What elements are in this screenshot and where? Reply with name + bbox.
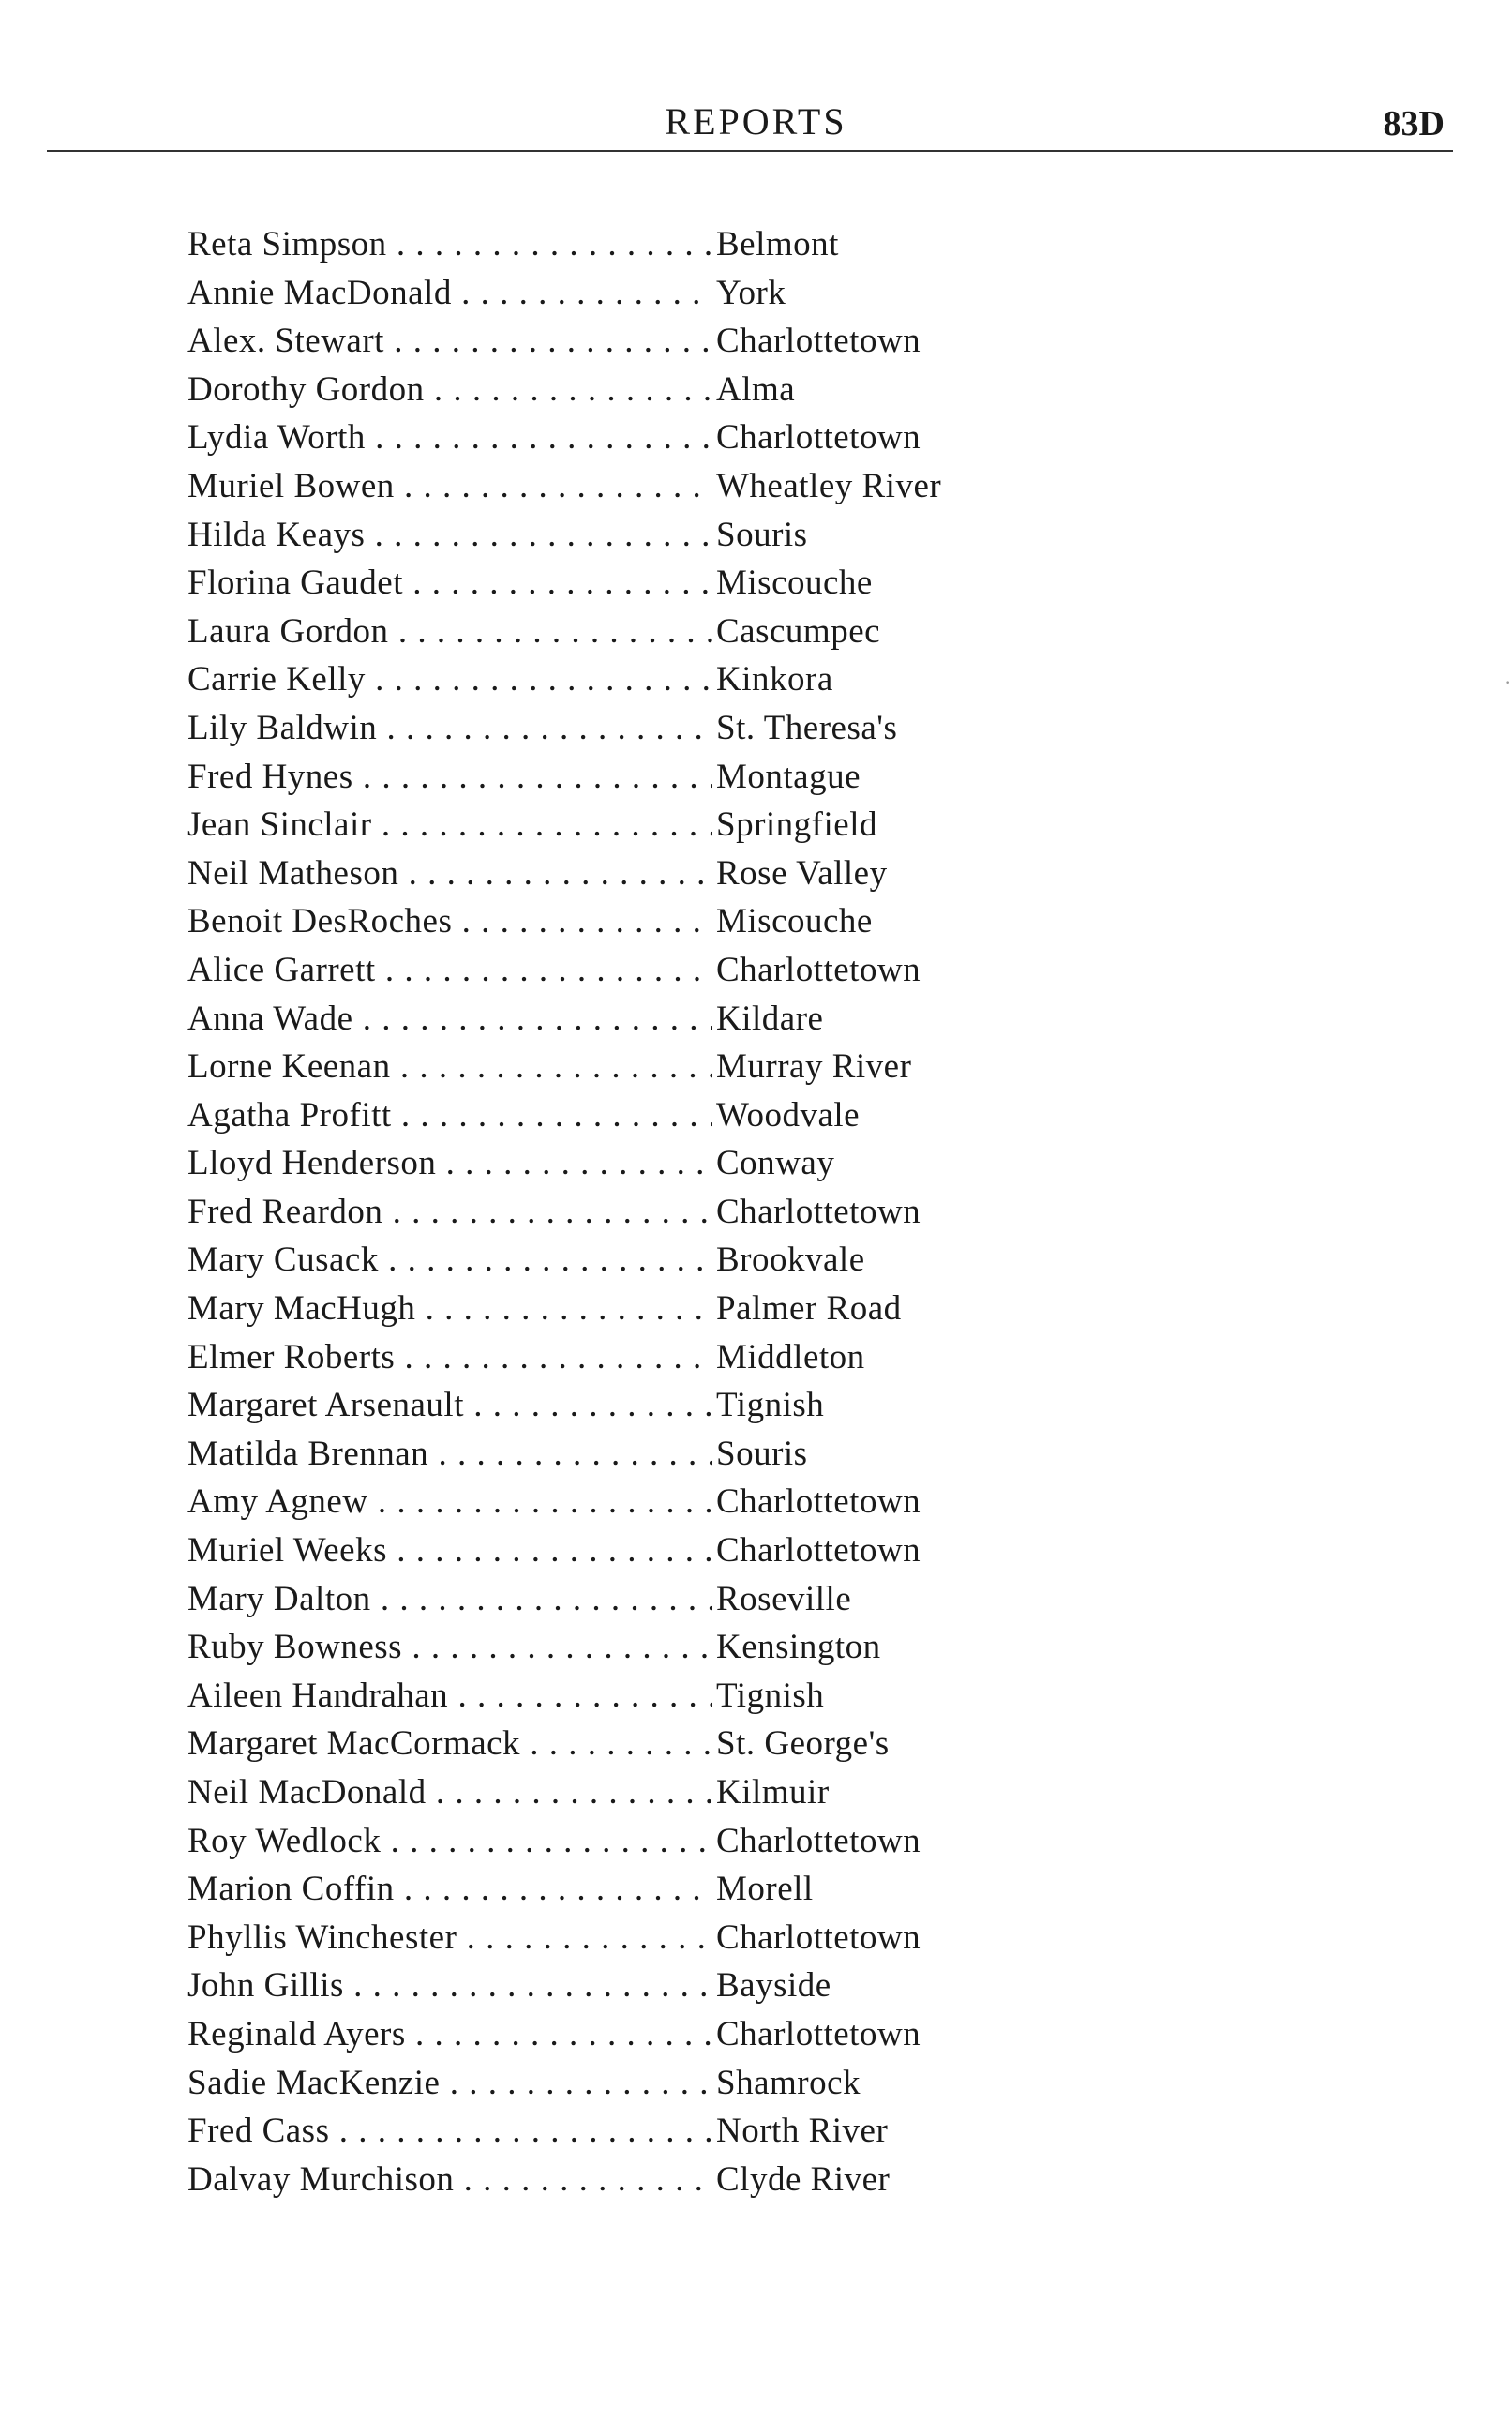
list-item bbox=[187, 655, 1125, 704]
entry-name: Reta Simpson . . . bbox=[187, 220, 712, 269]
list-item bbox=[187, 1478, 1125, 1526]
list-item bbox=[187, 1575, 1125, 1624]
list-item bbox=[187, 1672, 1125, 1721]
entry-name: Annie MacDonald . . . bbox=[187, 269, 712, 318]
list-item bbox=[187, 1188, 1125, 1237]
entry-name: Florina Gaudet . . . bbox=[187, 559, 712, 608]
entry-name: Muriel Weeks . . . bbox=[187, 1526, 712, 1575]
entry-place: Charlottetown bbox=[716, 950, 921, 989]
entry-name: Elmer Roberts . . . bbox=[187, 1333, 712, 1382]
entry-place: Charlottetown bbox=[716, 1821, 921, 1860]
entry-name: Neil Matheson . . . bbox=[187, 850, 712, 898]
list-item bbox=[187, 366, 1125, 414]
list-item bbox=[187, 2010, 1125, 2059]
entry-place: Charlottetown bbox=[716, 2014, 921, 2053]
list-item bbox=[187, 2059, 1125, 2108]
entry-place: Springfield bbox=[716, 805, 877, 845]
entry-name: Roy Wedlock . . . bbox=[187, 1817, 712, 1866]
entry-name: Agatha Profitt . . . bbox=[187, 1091, 712, 1140]
running-title: REPORTS bbox=[665, 100, 847, 143]
entry-name: Phyllis Winchester . . . bbox=[187, 1914, 712, 1962]
entry-place: Roseville bbox=[716, 1579, 852, 1618]
list-item bbox=[187, 1285, 1125, 1333]
entry-name: Muriel Bowen . . . bbox=[187, 462, 712, 511]
entry-name: Sadie MacKenzie . . . bbox=[187, 2059, 712, 2108]
entry-place: Kilmuir bbox=[716, 1773, 830, 1812]
entry-place: Charlottetown bbox=[716, 322, 921, 361]
entry-place: Charlottetown bbox=[716, 1531, 921, 1571]
page-number: 83D bbox=[1383, 104, 1445, 143]
header-rule bbox=[47, 150, 1453, 152]
entry-name: Fred Hynes . . . bbox=[187, 753, 712, 802]
list-item bbox=[187, 1043, 1125, 1091]
entry-name: Laura Gordon . . . bbox=[187, 608, 712, 656]
list-item bbox=[187, 1720, 1125, 1768]
entry-place: Alma bbox=[716, 369, 796, 409]
entry-place: Kensington bbox=[716, 1628, 881, 1667]
entry-place: Souris bbox=[716, 1434, 808, 1473]
entry-place: Tignish bbox=[716, 1676, 825, 1715]
list-item bbox=[187, 704, 1125, 753]
list-item bbox=[187, 269, 1125, 318]
list-item bbox=[187, 414, 1125, 462]
entry-place: Montague bbox=[716, 757, 861, 796]
list-item bbox=[187, 559, 1125, 608]
entry-name: Mary MacHugh . . . bbox=[187, 1285, 712, 1333]
entry-place: St. Theresa's bbox=[716, 708, 898, 747]
list-item bbox=[187, 995, 1125, 1044]
entry-place: Palmer Road bbox=[716, 1289, 902, 1329]
entry-name: Reginald Ayers . . . bbox=[187, 2010, 712, 2059]
entry-place: Conway bbox=[716, 1144, 835, 1183]
page-header bbox=[0, 98, 1512, 155]
entry-place: Charlottetown bbox=[716, 1192, 921, 1231]
list-item bbox=[187, 2156, 1125, 2204]
entry-place: York bbox=[716, 273, 786, 312]
list-item bbox=[187, 801, 1125, 850]
entry-name: Matilda Brennan . . . bbox=[187, 1430, 712, 1479]
name-place-list bbox=[187, 220, 1125, 2203]
entry-name: Fred Cass . . . bbox=[187, 2107, 712, 2156]
list-item bbox=[187, 946, 1125, 995]
entry-place: Miscouche bbox=[716, 902, 873, 941]
entry-place: Wheatley River bbox=[716, 466, 942, 505]
entry-name: Lorne Keenan . . . bbox=[187, 1043, 712, 1091]
entry-place: Woodvale bbox=[716, 1095, 861, 1135]
entry-place: Miscouche bbox=[716, 564, 873, 603]
entry-place: Shamrock bbox=[716, 2063, 861, 2102]
list-item bbox=[187, 1865, 1125, 1914]
scan-speck: · bbox=[1505, 670, 1512, 694]
entry-name: Hilda Keays . . . bbox=[187, 511, 712, 560]
entry-place: Brookvale bbox=[716, 1241, 865, 1280]
entry-place: Rose Valley bbox=[716, 853, 888, 893]
entry-name: Alice Garrett . . . bbox=[187, 946, 712, 995]
entry-name: Dalvay Murchison . . . bbox=[187, 2156, 712, 2204]
entry-name: John Gillis . . . bbox=[187, 1962, 712, 2010]
list-item bbox=[187, 317, 1125, 366]
entry-name: Ruby Bowness . . . bbox=[187, 1623, 712, 1672]
entry-name: Aileen Handrahan . . . bbox=[187, 1672, 712, 1721]
entry-name: Mary Dalton . . . bbox=[187, 1575, 712, 1624]
entry-name: Benoit DesRoches . . . bbox=[187, 897, 712, 946]
list-item bbox=[187, 1768, 1125, 1817]
entry-place: Souris bbox=[716, 515, 808, 554]
list-item bbox=[187, 511, 1125, 560]
list-item bbox=[187, 1962, 1125, 2010]
entry-name: Mary Cusack . . . bbox=[187, 1236, 712, 1285]
entry-name: Lily Baldwin . . . bbox=[187, 704, 712, 753]
entry-place: Tignish bbox=[716, 1386, 825, 1425]
list-item bbox=[187, 608, 1125, 656]
entry-name: Dorothy Gordon . . . bbox=[187, 366, 712, 414]
entry-name: Amy Agnew . . . bbox=[187, 1478, 712, 1526]
list-item bbox=[187, 1139, 1125, 1188]
entry-place: St. George's bbox=[716, 1724, 890, 1764]
list-item bbox=[187, 897, 1125, 946]
list-item bbox=[187, 1091, 1125, 1140]
entry-place: Middleton bbox=[716, 1337, 865, 1376]
entry-name: Jean Sinclair . . . bbox=[187, 801, 712, 850]
list-item bbox=[187, 2107, 1125, 2156]
entry-place: Charlottetown bbox=[716, 1917, 921, 1957]
list-item bbox=[187, 850, 1125, 898]
list-item bbox=[187, 220, 1125, 269]
entry-name: Carrie Kelly . . . bbox=[187, 655, 712, 704]
entry-place: Bayside bbox=[716, 1966, 831, 2006]
entry-place: North River bbox=[716, 2112, 889, 2151]
list-item bbox=[187, 462, 1125, 511]
entry-place: Murray River bbox=[716, 1047, 912, 1087]
entry-name: Neil MacDonald . . . bbox=[187, 1768, 712, 1817]
entry-place: Kildare bbox=[716, 999, 824, 1038]
list-item bbox=[187, 1236, 1125, 1285]
list-item bbox=[187, 1381, 1125, 1430]
entry-name: Fred Reardon . . . bbox=[187, 1188, 712, 1237]
entry-place: Kinkora bbox=[716, 660, 833, 699]
entry-place: Morell bbox=[716, 1870, 814, 1909]
entry-name: Anna Wade . . . bbox=[187, 995, 712, 1044]
list-item bbox=[187, 1817, 1125, 1866]
entry-name: Margaret MacCormack . . . bbox=[187, 1720, 712, 1768]
entry-place: Belmont bbox=[716, 225, 839, 263]
list-item bbox=[187, 753, 1125, 802]
entry-name: Margaret Arsenault . . . bbox=[187, 1381, 712, 1430]
entry-name: Alex. Stewart . . . bbox=[187, 317, 712, 366]
entry-place: Charlottetown bbox=[716, 1482, 921, 1522]
entry-place: Cascumpec bbox=[716, 611, 881, 651]
list-item bbox=[187, 1526, 1125, 1575]
entry-name: Marion Coffin . . . bbox=[187, 1865, 712, 1914]
list-item bbox=[187, 1623, 1125, 1672]
entry-name: Lydia Worth . . . bbox=[187, 414, 712, 462]
list-item bbox=[187, 1914, 1125, 1962]
list-item bbox=[187, 1333, 1125, 1382]
entry-name: Lloyd Henderson . . . bbox=[187, 1139, 712, 1188]
list-item bbox=[187, 1430, 1125, 1479]
entry-place: Charlottetown bbox=[716, 418, 921, 458]
entry-place: Clyde River bbox=[716, 2159, 891, 2199]
